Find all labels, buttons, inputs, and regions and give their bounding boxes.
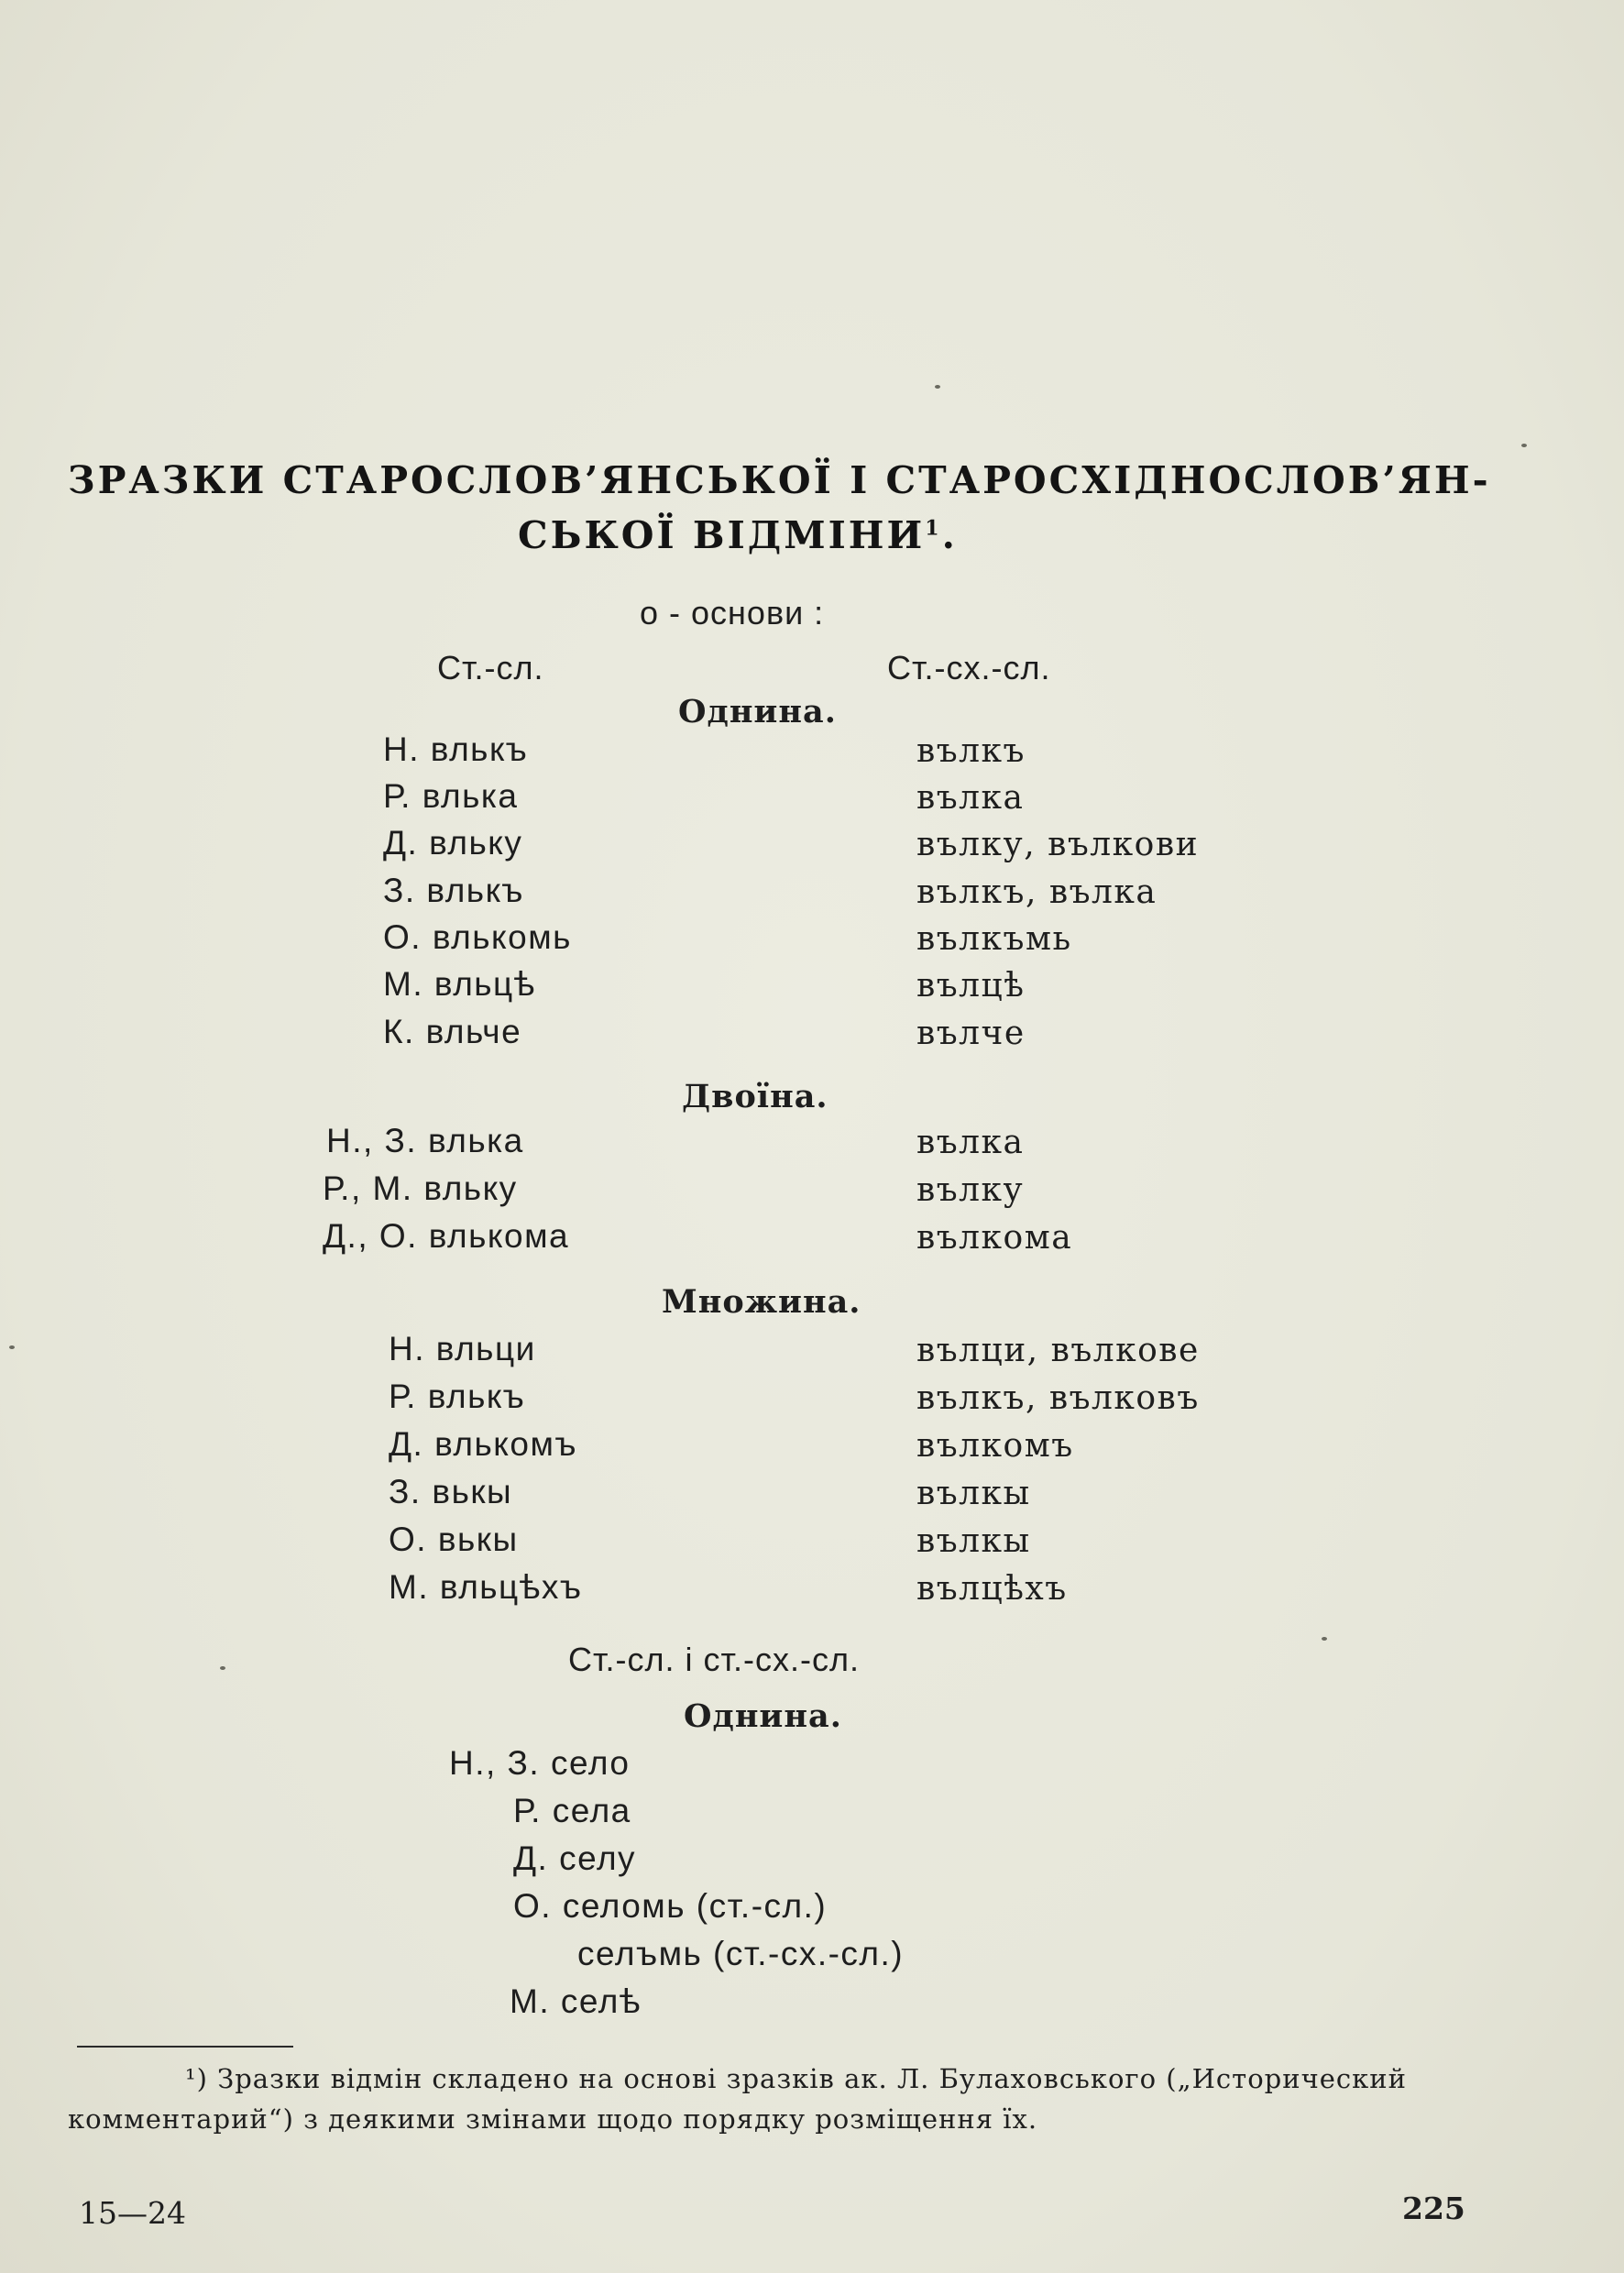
singular-row-right: вълцѣ [916,967,1026,1005]
singular-row-left: Н. влькъ [383,730,529,768]
plural-heading: Множина. [662,1283,861,1321]
column-header-left: Ст.-сл. [437,649,544,686]
singular-row-left: Д. вльку [383,824,523,862]
singular-row-left: К. вльче [383,1013,522,1050]
page-number: 225 [1402,2191,1465,2226]
plural-row-right: вълкомъ [916,1427,1074,1465]
singular-row-right: вълку, вълкови [916,826,1200,863]
scan-speck [1322,1637,1327,1641]
common-row: Д. селу [513,1839,637,1877]
singular-row-left: З. влькъ [383,872,524,909]
singular-row-left: М. вльцѣ [383,965,536,1003]
dual-row-right: вълку [916,1171,1025,1209]
singular-row-right: вълкъмь [916,920,1072,958]
common-row: селъмь (ст.-сх.-сл.) [577,1935,905,1972]
scan-speck [1521,444,1527,447]
page-title-line2 [518,513,958,557]
stem-subtitle: о - основи : [640,594,825,631]
title-dot: . [941,513,958,557]
plural-row-right: вълкы [916,1475,1031,1512]
plural-row-left: Д. влькомъ [389,1425,578,1463]
dual-row-right: вълка [916,1124,1025,1161]
dual-row-left: Д., О. влькома [323,1217,570,1255]
footnote-rule [77,2046,293,2048]
page-title-line2-text: СЬКОЇ ВІДМІНИ [518,513,926,557]
singular-row-right: вълче [916,1015,1026,1052]
plural-row-right: вълци, вълкове [916,1332,1200,1369]
plural-row-left: Н. вльци [389,1330,536,1367]
plural-row-right: вълкы [916,1522,1031,1560]
singular-row-right: вълкъ [916,732,1026,770]
plural-row-left: М. вльцѣхъ [389,1568,583,1606]
column-header-right: Ст.-сх.-сл. [887,649,1051,686]
singular-row-left: О. влькомь [383,918,572,956]
common-row: Н., З. село [449,1744,631,1782]
singular-heading: Однина. [678,693,837,730]
singular-row-left: Р. влька [383,777,519,815]
page-title-line1: ЗРАЗКИ СТАРОСЛОВ’ЯНСЬКОЇ І СТАРОСХІДНОСЛОВ’ЯН- [68,458,1491,502]
dual-row-right: вълкома [916,1219,1073,1257]
common-row: Р. села [513,1792,631,1829]
footnote-mark: ¹) [185,2063,208,2094]
plural-row-left: Р. влькъ [389,1378,526,1415]
footnote [68,2059,1461,2139]
signature-mark: 15—24 [79,2195,186,2231]
common-row: М. селѣ [510,1982,642,2020]
footnote-text: Зразки відмін складено на основі зразків ак. Л. Булаховського („Исторический комментарий“) з деякими змінами щодо порядку розміщення їх. [68,2063,1407,2135]
common-singular-heading: Однина. [684,1697,842,1735]
title-footnote-mark: 1 [925,516,942,541]
singular-row-right: вълкъ, вълка [916,873,1158,911]
scan-speck [220,1666,225,1670]
plural-row-right: вълкъ, вълковъ [916,1379,1200,1417]
plural-row-right: вълцѣхъ [916,1570,1068,1608]
common-heading: Ст.-сл. і ст.-сх.-сл. [568,1641,860,1678]
plural-row-left: О. вькы [389,1521,519,1558]
scan-speck [935,385,940,389]
plural-row-left: З. вькы [389,1473,513,1510]
dual-row-left: Н., З. влька [326,1122,524,1159]
common-row: О. селомь (ст.-сл.) [513,1887,828,1925]
dual-row-left: Р., М. вльку [323,1169,518,1207]
dual-heading: Двоїна. [682,1078,828,1115]
scan-speck [9,1345,15,1349]
singular-row-right: вълка [916,779,1025,817]
